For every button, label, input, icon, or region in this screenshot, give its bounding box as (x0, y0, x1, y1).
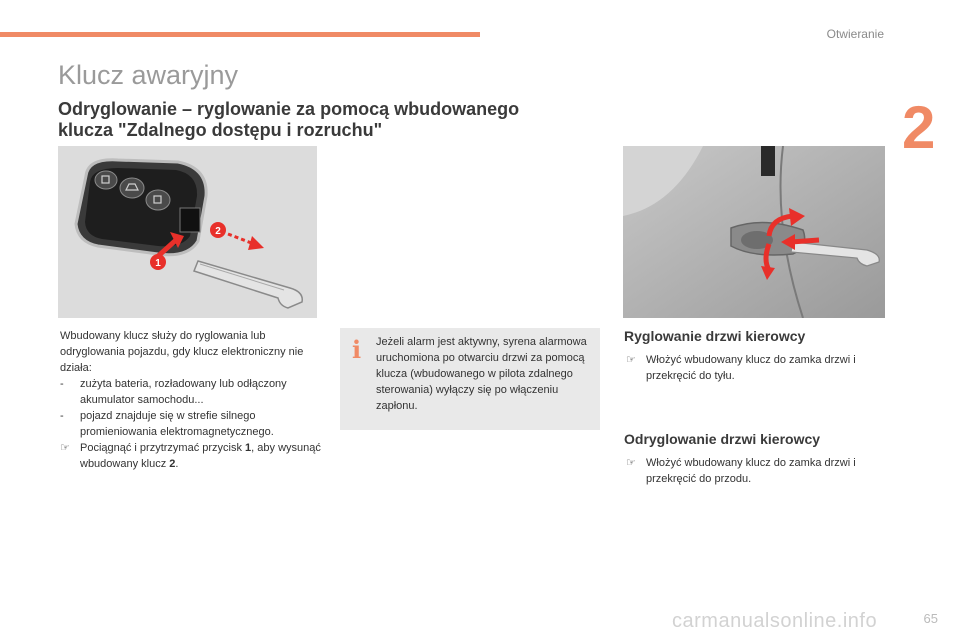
lock-bullet-text: Włożyć wbudowany klucz do zamka drzwi i przekręcić do tyłu. (646, 354, 856, 382)
dash-item-2: pojazd znajduje się w strefie silnego promieniowania elektromagnetycznego. (80, 410, 274, 438)
chapter-number: 2 (902, 94, 936, 161)
dash-item-1: zużyta bateria, rozładowany lub odłączony akumulator samochodu... (80, 378, 287, 406)
unlock-bullet (624, 455, 894, 487)
bullet-icon: ☞ (626, 457, 636, 469)
section-subtitle (58, 99, 618, 141)
unlock-bullet-text: Włożyć wbudowany klucz do zamka drzwi i przekręcić do przodu. (646, 457, 856, 485)
chapter-label: Otwieranie (826, 27, 884, 41)
door-illustration (623, 146, 885, 318)
page-title: Klucz awaryjny (58, 60, 239, 90)
step-text-a: Pociągnąć i przytrzymać przycisk (80, 442, 246, 454)
list-item-battery (60, 376, 325, 408)
step-button-ref: 1 (245, 442, 252, 454)
info-icon: i (352, 335, 362, 364)
watermark: carmanualsonline.info (672, 610, 878, 632)
dash-marker: - (60, 378, 64, 390)
key-drawing (58, 146, 317, 318)
body-text (60, 328, 325, 472)
callout-2: 2 (215, 226, 221, 237)
lock-heading: Ryglowanie drzwi kierowcy (624, 328, 806, 344)
step-text-b: , aby wysunąć wbudowany klucz (80, 442, 321, 470)
list-item-radiation (60, 408, 325, 440)
step-text-c: . (175, 458, 179, 470)
step-key-ref: 2 (169, 458, 176, 470)
lock-bullet (624, 352, 894, 384)
subtitle-line-1: Odryglowanie – ryglowanie za pomocą wbudowanego (58, 99, 520, 119)
bullet-icon: ☞ (626, 354, 636, 366)
dash-marker: - (60, 410, 64, 422)
info-text: Jeżeli alarm jest aktywny, syrena alarmowa uruchomiona po otwarciu drzwi za pomocą klucza (wbudowanego w pilota zdalnego sterowania) wyłączy się po włączeniu zapłonu. (376, 336, 587, 412)
door-drawing (623, 146, 885, 318)
page-number: 65 (923, 611, 938, 626)
list-item-step (60, 440, 325, 472)
step-bullet-icon: ☞ (60, 442, 70, 454)
top-accent-bar (0, 32, 480, 37)
callout-1: 1 (155, 258, 161, 269)
subtitle-line-2: klucza "Zdalnego dostępu i rozruchu" (58, 120, 383, 140)
unlock-heading: Odryglowanie drzwi kierowcy (624, 431, 821, 447)
info-box (340, 328, 600, 430)
key-illustration (58, 146, 317, 318)
intro-paragraph: Wbudowany klucz służy do ryglowania lub odryglowania pojazdu, gdy klucz elektroniczny nie działa: (60, 330, 304, 374)
